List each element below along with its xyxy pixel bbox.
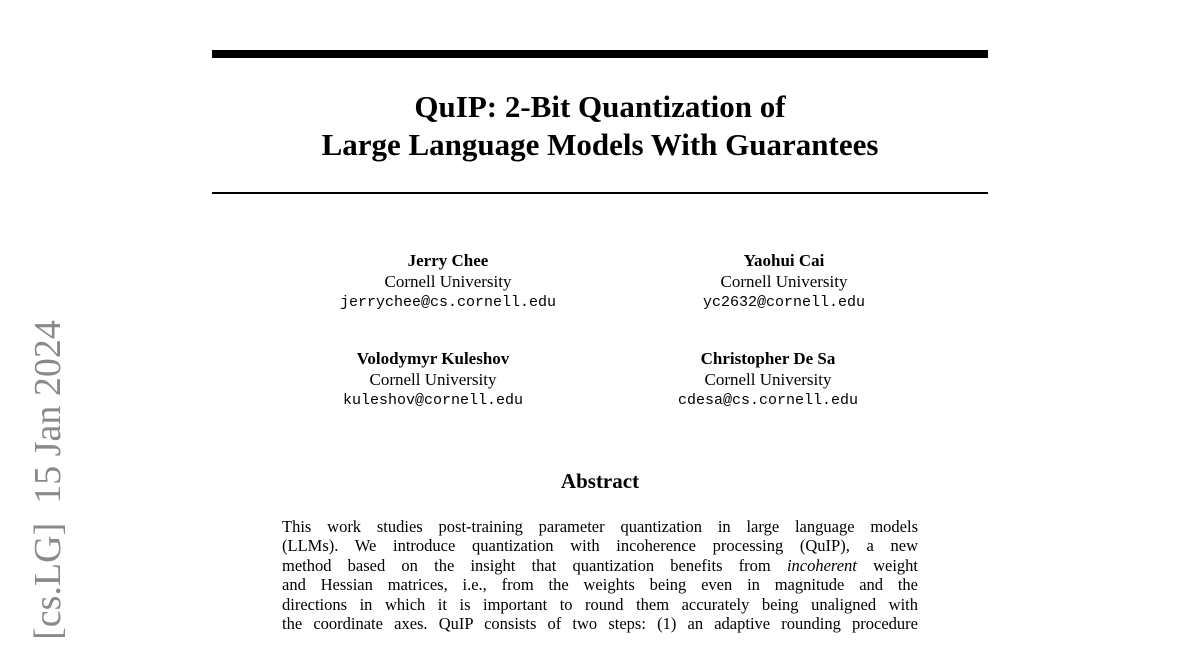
abstract-line: the coordinate axes. QuIP consists of two steps: (1) an adaptive rounding procedure: [282, 614, 918, 634]
author-block: [618, 348, 918, 412]
author-affiliation: Cornell University: [704, 370, 832, 389]
author-affiliation: Cornell University: [369, 370, 497, 389]
abstract-line: and Hessian matrices, i.e., from the weights being even in magnitude and the: [282, 575, 918, 595]
author-block: [634, 250, 934, 314]
title-rule: [212, 192, 988, 194]
author-block: [283, 348, 583, 412]
abstract-line: This work studies post-training parameter quantization in large language models: [282, 517, 918, 536]
abstract-body: [282, 517, 918, 633]
author-name: Yaohui Cai: [743, 251, 825, 270]
paper-title: [212, 88, 988, 164]
abstract-line: (LLMs). We introduce quantization with incoherence processing (QuIP), a new: [282, 536, 918, 556]
top-rule: [212, 50, 988, 58]
author-email: kuleshov@cornell.edu: [342, 392, 524, 409]
emphasized-term: incoherent: [786, 555, 857, 575]
abstract-line: [282, 556, 918, 575]
author-block: [298, 250, 598, 314]
abstract-line-part: weight: [856, 555, 918, 575]
author-name: Jerry Chee: [407, 251, 489, 270]
author-affiliation: Cornell University: [384, 272, 512, 291]
abstract-heading: Abstract: [560, 469, 640, 493]
author-affiliation: Cornell University: [720, 272, 848, 291]
abstract-line: directions in which it is important to round them accurately being unaligned with: [282, 594, 918, 614]
author-email: jerrychee@cs.cornell.edu: [339, 294, 557, 311]
author-email: cdesa@cs.cornell.edu: [677, 392, 859, 409]
title-line-1: QuIP: 2-Bit Quantization of: [414, 89, 786, 124]
abstract-line-part: method based on the insight that quantization benefits from: [282, 555, 787, 575]
title-line-2: Large Language Models With Guarantees: [321, 127, 879, 162]
arxiv-side-stamp: [cs.LG] 15 Jan 2024: [27, 320, 69, 640]
author-email: yc2632@cornell.edu: [702, 294, 866, 311]
author-name: Christopher De Sa: [700, 349, 836, 368]
author-name: Volodymyr Kuleshov: [356, 349, 510, 368]
